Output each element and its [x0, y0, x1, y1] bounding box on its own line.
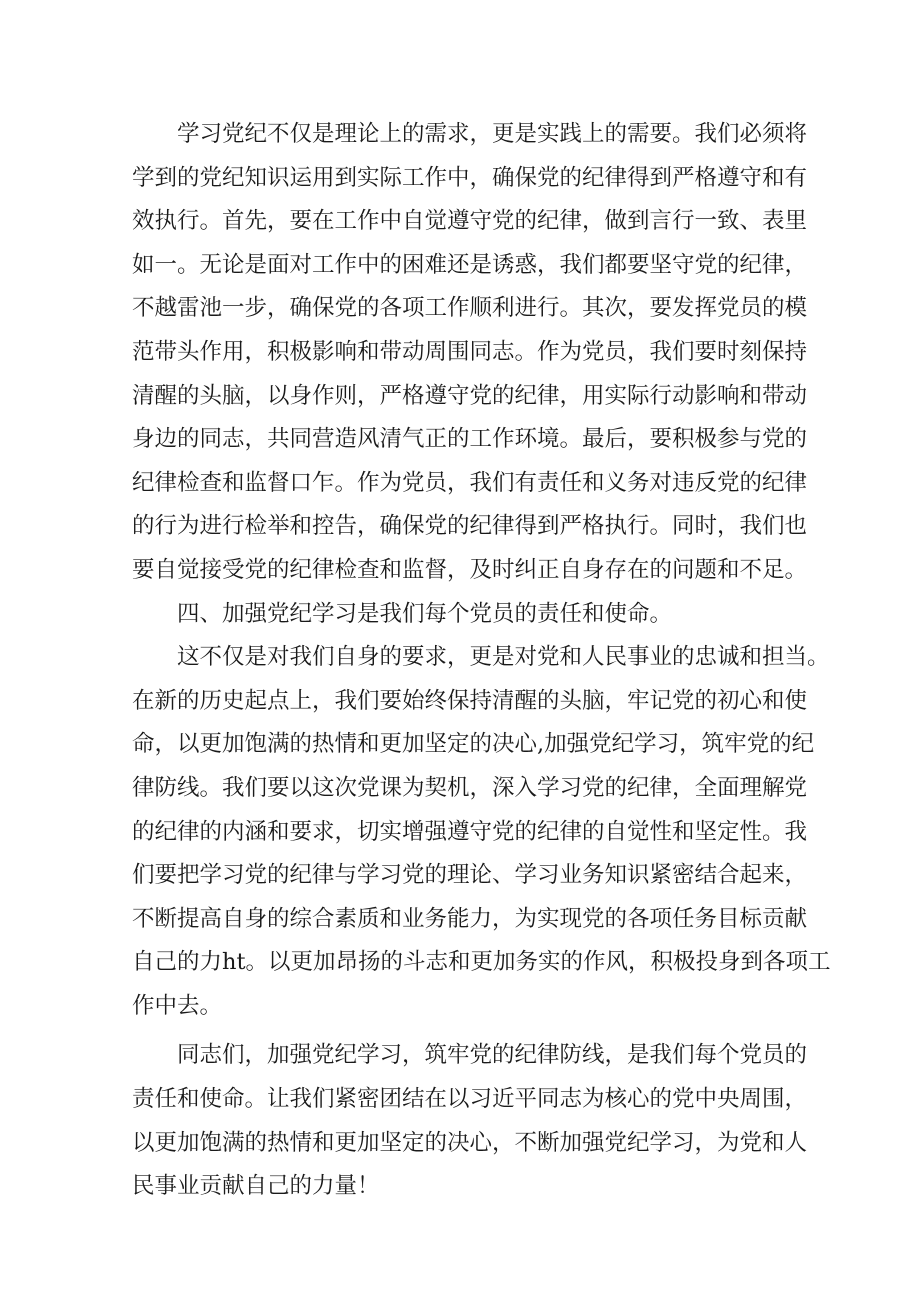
paragraph-line: 这不仅是对我们自身的要求，更是对党和人民事业的忠诚和担当。 [177, 644, 830, 671]
paragraph-line: 命，以更加饱满的热情和更加坚定的决心,加强党纪学习，筑牢党的纪 [132, 731, 815, 758]
paragraph-line: 如一。无论是面对工作中的困难还是诱惑，我们都要坚守党的纪律， [132, 251, 808, 278]
paragraph-line: 的纪律的内涵和要求，切实增强遵守党的纪律的自觉性和坚定性。我 [132, 818, 808, 845]
paragraph-line: 不越雷池一步，确保党的各项工作顺利进行。其次，要发挥党员的模 [132, 295, 808, 322]
paragraph-line: 律防线。我们要以这次党课为契机，深入学习党的纪律，全面理解党 [132, 774, 808, 801]
paragraph-line: 效执行。首先，要在工作中自觉遵守党的纪律，做到言行一致、表里 [132, 208, 808, 235]
paragraph-line: 作中去。 [132, 992, 223, 1019]
paragraph-line: 在新的历史起点上，我们要始终保持清醒的头脑，牢记党的初心和使 [132, 687, 808, 714]
section-heading: 四、加强党纪学习是我们每个党员的责任和使命。 [177, 600, 673, 627]
paragraph-line: 清醒的头脑，以身作则，严格遵守党的纪律，用实际行动影响和带动 [132, 382, 808, 409]
paragraph-line: 们要把学习党的纪律与学习党的理论、学习业务知识紧密结合起来， [132, 862, 808, 889]
document-body [132, 113, 831, 1209]
paragraph-line: 自己的力ht。以更加昂扬的斗志和更加务实的作风，积极投身到各项工 [132, 949, 831, 976]
paragraph-line: 民事业贡献自己的力量！ [132, 1173, 380, 1200]
paragraph-line: 以更加饱满的热情和更加坚定的决心，不断加强党纪学习，为党和人 [132, 1129, 808, 1156]
paragraph-line: 纪律检查和监督口乍。作为党员，我们有责任和义务对违反党的纪律 [132, 469, 808, 496]
paragraph-line: 范带头作用，积极影响和带动周围同志。作为党员，我们要时刻保持 [132, 338, 808, 365]
paragraph-line: 身边的同志，共同营造风清气正的工作环境。最后，要积极参与党的 [132, 426, 808, 453]
paragraph-line: 同志们，加强党纪学习，筑牢党的纪律防线，是我们每个党员的 [177, 1042, 808, 1069]
paragraph-line: 责任和使命。让我们紧密团结在以习近平同志为核心的党中央周围， [132, 1086, 808, 1113]
paragraph-line: 学到的党纪知识运用到实际工作中，确保党的纪律得到严格遵守和有 [132, 164, 808, 191]
paragraph-line: 的行为进行检举和控告，确保党的纪律得到严格执行。同时，我们也 [132, 513, 808, 540]
paragraph-line: 学习党纪不仅是理论上的需求，更是实践上的需要。我们必须将 [177, 121, 808, 147]
paragraph-line: 要自觉接受党的纪律检查和监督，及时纠正自身存在的问题和不足。 [132, 556, 808, 583]
paragraph-line: 不断提高自身的综合素质和业务能力，为实现党的各项任务目标贡献 [132, 905, 808, 932]
